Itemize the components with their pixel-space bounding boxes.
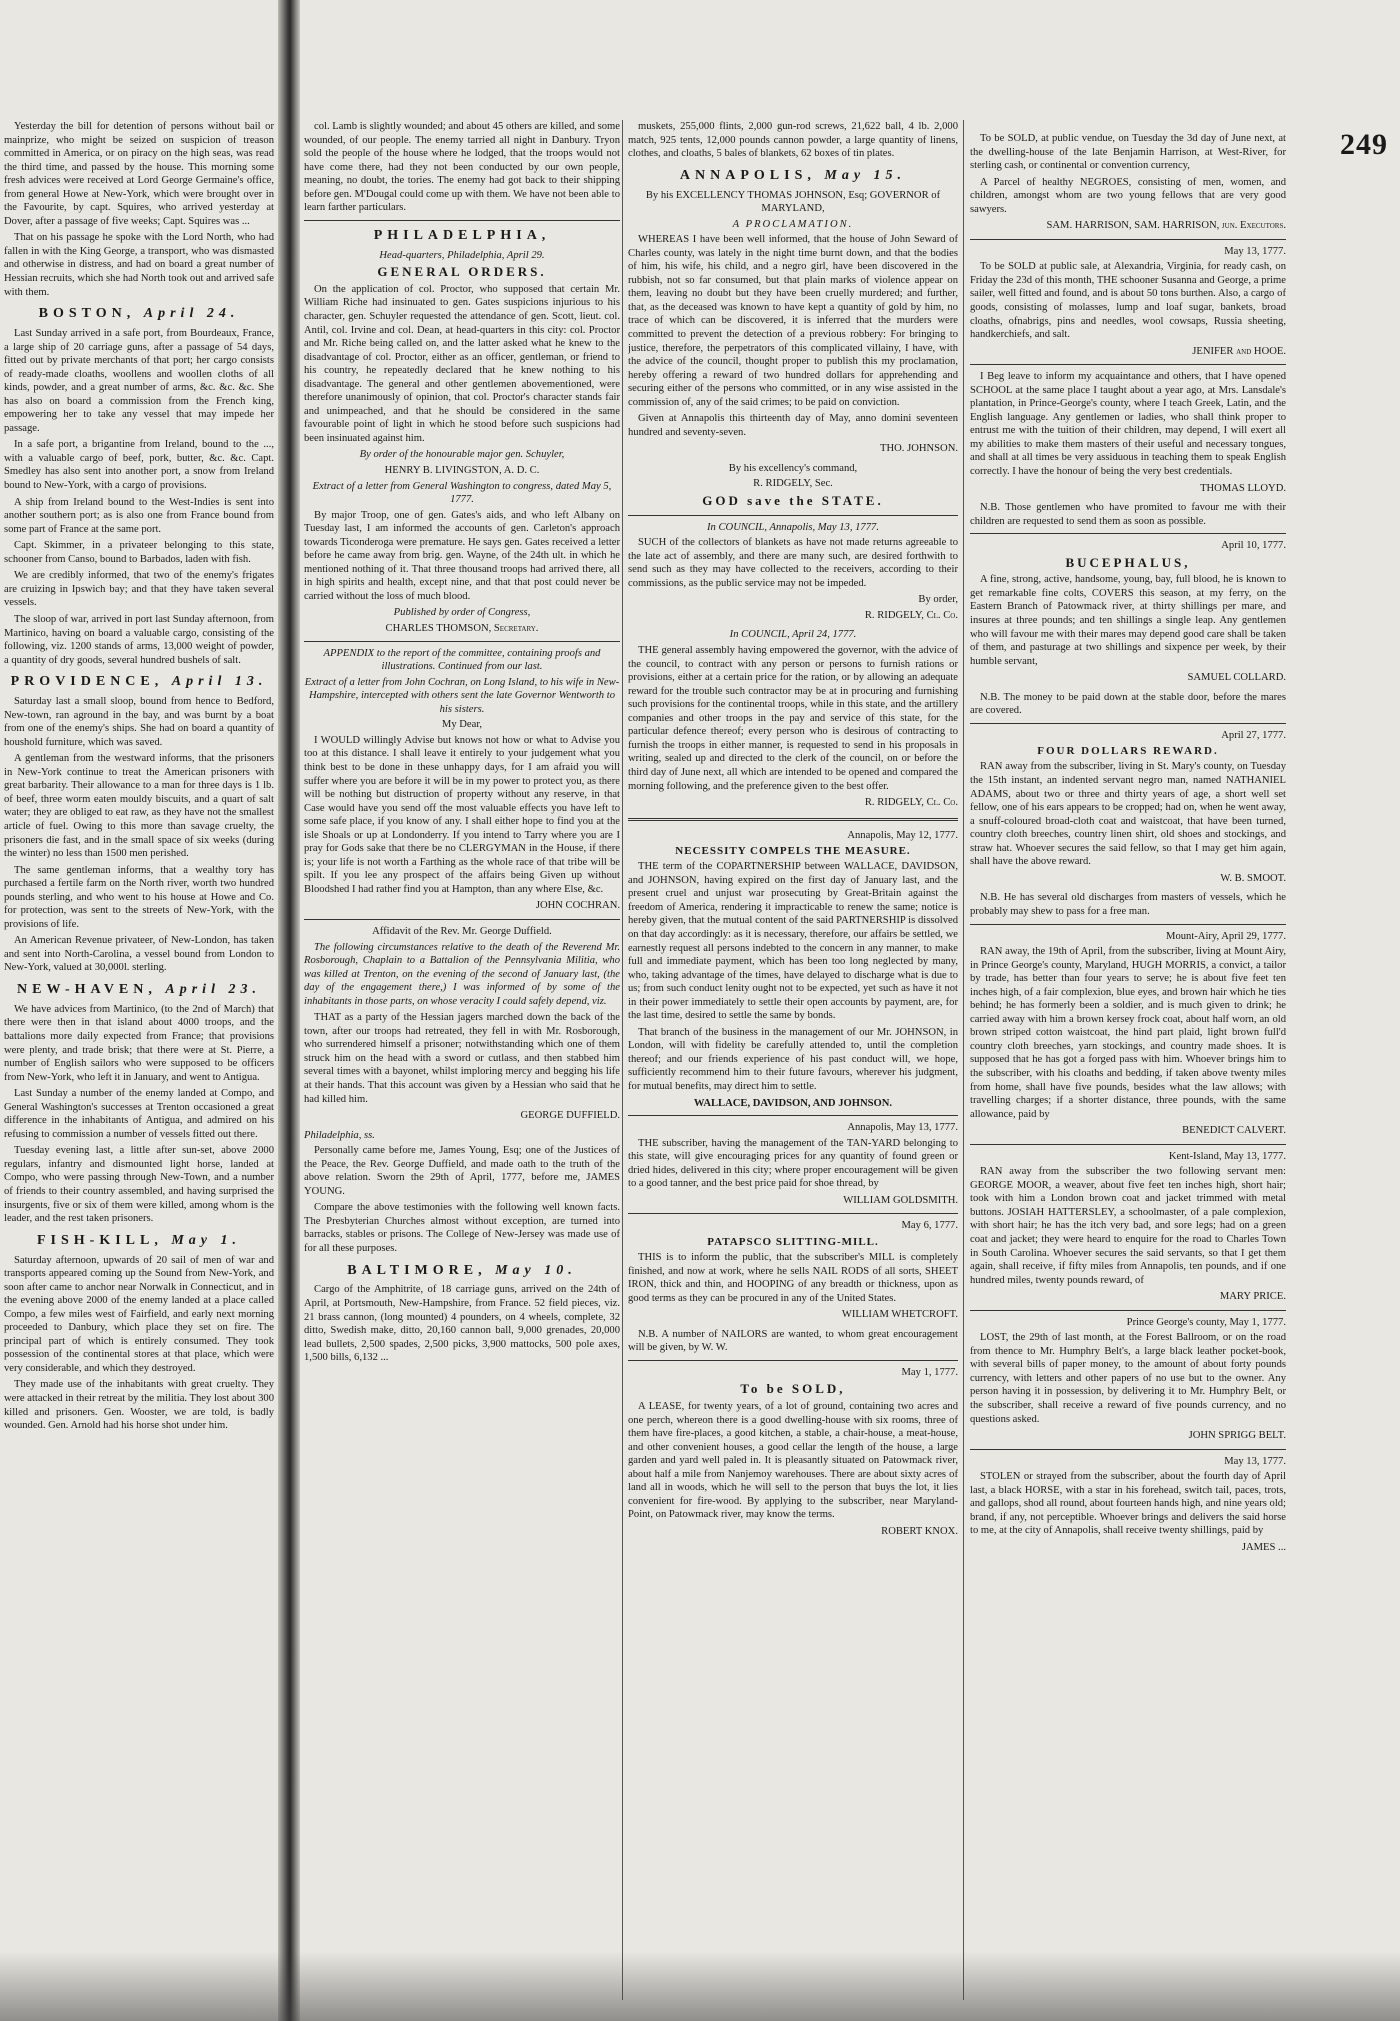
divider <box>970 239 1286 240</box>
dateline-place: BOSTON, <box>38 306 136 322</box>
ad-text: RAN away, the 19th of April, from the subscriber, living at Mount Airy, in Prince George's county, Maryland, HUGH MORRIS, a convict, a tailor by trade, has better than four years to serve; he is about five feet ten inches high, of a fair complexion, blue eyes, and brown hair which he ties behind; he has formerly been a soldier, and is much given to drink; he carried away with him a brown kersey frock coat, about half worn, an old brown striped cotton waistcoat, the hind part plaid, light brown full'd country cloth breeches, yarn stockings, and country made shoes. It is supposed that he has got a forged pass with him. Whoever brings him to the subscriber, with his cloaths and bedding, if taken above twenty miles from home, shall have five pounds, besides what the law allows; with travelling charges; if a shorter distance, three pounds, with the same allowance, paid by <box>970 946 1286 1120</box>
dateline-place: PROVIDENCE, <box>10 674 164 690</box>
news-paragraph: In a safe port, a brigantine from Ireland, bound to the ..., with a valuable cargo of beef, pork, butter, &c. &c. Capt. Smedley has also sent into another port, a snow from Ireland bound to New-York, with a cargo of provisions. <box>4 439 274 492</box>
news-paragraph: col. Lamb is slightly wounded; and about 45 others are killed, and some wounded, of our people. The enemy tarried all night in Danbury. Tryon sold the people of the house where he lodged, that the troops would not have come there, had they not been conducted by our own people, meaning, no doubt, the tories. The enemy had got back to their shipping before gen. M'Dougal could come up with them. We have not been able to learn farther particulars. <box>304 121 620 214</box>
column-rule <box>622 120 623 2000</box>
column-2 <box>304 120 620 1368</box>
news-paragraph: Saturday afternoon, upwards of 20 sail of men of war and transports appeared coming up the Sound from New-York, and soon after came to anchor near Norwalk in Connecticut, and in the evening above 2000 of the enemy landed at a place called Compo, a few miles west of Fairfield, and early next morning proceeded to Danbury, which place they set on fire. The principal part of which is entirely consumed. They took possession of the continental stores at that place, which were very considerable, and which they destroyed. <box>4 1254 274 1374</box>
ad-text: STOLEN or strayed from the subscriber, about the fourth day of April last, a black HORSE, with a star in his forehead, switch tail, paces, trots, and gallops, shod all round, about fourteen hands high, and nine years old; brand, if any, not perceptible. Whoever brings and delivers the said horse to me, at the city of Annapolis, shall receive twenty shillings, paid by <box>970 1471 1286 1537</box>
signature: JAMES ... <box>1241 1541 1286 1553</box>
news-paragraph: muskets, 255,000 flints, 2,000 gun-rod screws, 21,622 ball, 4 lb. 2,000 match, 925 tents, 12,000 pounds cannon powder, a large quantity of linens, clothes, and cloaths, 5 bales of blankets, 62 boxes of tin plates. <box>628 121 958 160</box>
ad-heading: NECESSITY COMPELS THE MEASURE. <box>675 845 911 858</box>
signature: THOMAS LLOYD. <box>1200 482 1286 494</box>
divider <box>304 220 620 221</box>
council-heading: In COUNCIL, Annapolis, May 13, 1777. <box>707 521 879 533</box>
signature: MARY PRICE. <box>1219 1291 1286 1303</box>
signature: JOHN COCHRAN. <box>535 900 620 912</box>
dateline-place: NEW-HAVEN, <box>17 981 157 997</box>
signature: JENIFER and HOOE. <box>1192 345 1286 357</box>
news-paragraph: SUCH of the collectors of blankets as have not made returns agreeable to the late act of assembly, and there are many such, are desired forthwith to send such as they may have collected to the receivers, according to their commissions, as the public service may not be impeded. <box>628 537 958 589</box>
ad-text: That branch of the business in the management of our Mr. JOHNSON, in London, will with fidelity be carefully attended to, until the completion thereof; and our friends experience of his past conduct will, we hope, sufficiently recommend him to their future favours, wherever his judgment, for mutual benefits, may direct him to settle. <box>628 1026 958 1092</box>
signature: R. RIDGELY, Cl. Co. <box>864 609 958 621</box>
signature: SAMUEL COLLARD. <box>1187 672 1286 684</box>
news-paragraph: On the application of col. Proctor, who supposed that certain Mr. William Riche had insinuated to gen. Gates suspicions injurious to his character, gen. Schuyler requested the attendance of gen. Scott, lieut. col. Antil, col. Irvine and col. Dean, at head-quarters in this city: col. Proctor and Mr. Riche being called on, and the latter asked what he knew to the disadvantage of col. Proctor, either as an officer, gentleman, or friend to his country, he repeatedly declared that he knew nothing to his disadvantage. The general and other gentlemen abovementioned, were therefore unanimously of opinion, that col. Proctor's character stands fair and unimpeached, and that he should be considered in the same favourable point of light in which he stood before such suspicions had been insinuated against him. <box>304 283 620 444</box>
ad-text: A LEASE, for twenty years, of a lot of ground, containing two acres and one perch, whereon there is a good dwelling-house with six rooms, three of them have fire-places, a good kitchen, a stable, a chair-house, a meat-house, and other convenient houses, a good cellar the length of the house, a large garden and yard well paled in. It is pleasantly situated on Patowmack river, about half a mile from Nanjemoy warehouses. There are about sixty acres of land all in woods, which he will sell to the person that buys the lot, it lies convenient for fire-wood. By applying to the subscriber, near Maryland-Point, on Patowmack river, may know the terms. <box>628 1400 958 1521</box>
section-heading: GENERAL ORDERS. <box>377 264 547 280</box>
dateline-place: BALTIMORE, <box>347 1262 487 1278</box>
divider <box>970 1144 1286 1145</box>
attribution: Published by order of Congress, <box>393 607 531 619</box>
news-paragraph: We are credibly informed, that two of the enemy's frigates are cruizing in Ipswich bay; and that they have taken several vessels. <box>4 570 274 609</box>
news-paragraph: By major Troop, one of gen. Gates's aids, and who left Albany on Tuesday last, I am informed the accounts of gen. Carleton's approach towards Ticonderoga were premature. He says gen. Gates received a letter before he came away from brig. gen. Wayne, of the 24th ult. in which he mentioned nothing of it. That three thousand troops had arrived there, all in high spirits and health, except nine, and that that post could never be carried without the loss of much blood. <box>304 509 620 602</box>
news-paragraph: Cargo of the Amphitrite, of 18 carriage guns, arrived on the 24th of April, at Portsmouth, New-Hampshire, from France. 52 field pieces, viz. 21 brass cannon, (long mounted) 4 pounders, on 4 wheels, complete, 32 ditto, Swedish make, ditto, 20,160 cannon ball, 9,000 grenades, 20,000 lead bullets, 2,500 spades, 2,500 picks, 3,900 mattocks, 500 pole axes, 1,500 bills, 6,132 ... <box>304 1284 620 1364</box>
signature: WILLIAM WHETCROFT. <box>841 1309 958 1321</box>
column-4 <box>970 132 1286 1560</box>
news-paragraph: THAT as a party of the Hessian jagers marched down the back of the town, after our troops had retreated, they fell in with Mr. Rosborough, who surrendered himself a prisoner; notwithstanding which one of them struck him on the head with a sword or cutlass, and then stabbed him several times with a bayonet, whilst imploring mercy and begging his life at their hands. That this account was given by a Hessian who said that he had killed him. <box>304 1012 620 1105</box>
command-line: By his excellency's command, <box>728 462 858 474</box>
ad-text: RAN away from the subscriber the two following servant men: GEORGE MOOR, a weaver, about five feet ten inches high, short hair; took with him a London brown coat and jacket trimmed with metal buttons. JOSIAH HATTERSLEY, a schoolmaster, of a pale complexion, with short hair; he has the itch very bad, and sore legs; had on a green coat and jacket; they were heard to enquire for the road to Charles Town in South Carolina. Whoever secures the said servants, so that I get them again, shall receive, if fifty miles from Annapolis, ten pounds, and if one hundred miles, twenty pounds reward, of <box>970 1166 1286 1286</box>
ad-text: N.B. A number of NAILORS are wanted, to whom great encouragement will be given, by W. W. <box>628 1328 958 1354</box>
news-paragraph: A gentleman from the westward informs, that the prisoners in New-York continue to treat the American prisoners with great barbarity. Their allowance to a man for three days is 1 lb. of beef, three worm eaten mouldy biscuits, and a quart of salt water; they are obliged to eat raw, as they have not the smallest article of fuel. Owing to this more than savage cruelty, the prisoners die fast, and in the small space of six weeks (during the winter) no less than 1500 men perished. <box>4 753 274 860</box>
divider <box>628 1213 958 1214</box>
extract-heading: Extract of a letter from General Washington to congress, dated May 5, 1777. <box>312 480 612 506</box>
venue-line: Philadelphia, ss. <box>304 1129 375 1141</box>
affidavit-heading: Affidavit of the Rev. Mr. George Duffield. <box>372 925 552 937</box>
ad-date: Kent-Island, May 13, 1777. <box>1168 1150 1286 1162</box>
ad-text: I Beg leave to inform my acquaintance and others, that I have opened SCHOOL at the same place I taught about a year ago, at Mrs. Lansdale's plantation, in Prince-George's county, where I teach Greek, Latin, and the English language. Any gentlemen or ladies, who shall think proper to entrust me with the tuition of their children, may depend, I will exert all my abilities to make them masters of their useful and necessary tongues, and shall at all times be very assiduous in teaching them to speak English correctly. I have the honour of being the very best credentials. <box>970 371 1286 478</box>
page-shadow <box>0 1951 1400 2021</box>
signature: R. RIDGELY, Sec. <box>753 478 833 490</box>
ad-date: Prince George's county, May 1, 1777. <box>1126 1316 1286 1328</box>
column-1 <box>4 120 274 1436</box>
ad-text: LOST, the 29th of last month, at the Forest Ballroom, or on the road from thence to Mr. Humphry Belt's, a large black leather pocket-book, with several bills of paper money, to the amount of about forty pounds currency, with letters and other papers of no use but to the owner. Any person having it in possession, by delivering it to Mr. Humphry Belt, or the subscriber, shall receive a reward of five pounds currency, and no questions asked. <box>970 1332 1286 1425</box>
ad-date: May 1, 1777. <box>901 1366 958 1378</box>
subheading: Head-quarters, Philadelphia, April 29. <box>379 249 545 261</box>
signature: WALLACE, DAVIDSON, AND JOHNSON. <box>693 1097 893 1109</box>
dateline-place: FISH-KILL, <box>36 1232 163 1248</box>
council-heading: In COUNCIL, April 24, 1777. <box>729 629 857 641</box>
book-gutter <box>278 0 300 2021</box>
news-paragraph: An American Revenue privateer, of New-London, has taken and sent into North-Carolina, a vessel bound from London to New-York, valued at 30,000l. sterling. <box>4 935 274 974</box>
ad-heading: FOUR DOLLARS REWARD. <box>1037 745 1219 758</box>
appendix-heading: APPENDIX to the report of the committee, containing proofs and illustrations. Continued from our last. <box>323 647 601 673</box>
news-paragraph: Last Sunday arrived in a safe port, from Bourdeaux, France, a large ship of 20 carriage guns, after a passage of 54 days, fitted out by private merchants of that port; her cargo consists of ready-made cloaths, woollens and woollen cloths of all kinds, powder, and a great number of arms, &c. &c. &c. She has also on board a commission from the French king, empowering her to take any vessel that may impede her passage. <box>4 328 274 434</box>
signature: BENEDICT CALVERT. <box>1182 1125 1286 1137</box>
ad-date: April 27, 1777. <box>1221 729 1286 741</box>
signature: HENRY B. LIVINGSTON, A. D. C. <box>384 465 540 477</box>
attribution: By order of the honourable major gen. Schuyler, <box>359 449 565 461</box>
divider <box>304 641 620 642</box>
news-paragraph: Capt. Skimmer, in a privateer belonging to this state, schooner from Canso, bound to Barbados, laden with fish. <box>4 540 274 565</box>
signature: R. RIDGELY, Cl. Co. <box>864 797 958 809</box>
extract-heading: Extract of a letter from John Cochran, on Long Island, to his wife in New-Hampshire, intercepted with others sent the late Governor Wentworth to his sisters. <box>304 676 620 715</box>
ornamental-divider <box>628 818 958 821</box>
ad-date: Annapolis, May 12, 1777. <box>847 829 958 841</box>
ad-date: May 13, 1777. <box>1224 245 1286 257</box>
motto: GOD save the STATE. <box>702 493 884 509</box>
news-paragraph: THE general assembly having empowered the governor, with the advice of the council, to contract with any person or persons to furnish rations or provisions, either at a certain price for the ration, or by allowing an adequate reward for the trouble such contractor may be at in procuring and furnishing such provisions for the continental troops, while in this state, and the artillery companies and other troops in the pay and service of this state, for the particular defence thereof; every person who is desirous of contracting to furnish the troops in either manner, is requested to send in his proposals in writing, sealed up and directed to the clerk of the council, on or before the third day of June next, all which are intended to be opened and compared the morning following, and the preference given to the best offer. <box>628 645 958 792</box>
signature: CHARLES THOMSON, Secretary. <box>385 623 539 635</box>
dateline-date: May 1. <box>171 1232 242 1248</box>
ad-text: N.B. He has several old discharges from masters of vessels, which he probably may shew to pass for a free man. <box>970 892 1286 917</box>
news-paragraph: That on his passage he spoke with the Lord North, who had fallen in with the King George, a transport, who was dismasted and otherwise in distress, and had on board a great number of Hessian recruits, which she had North took out and arrived safe with them. <box>4 232 274 298</box>
ad-heading: To be SOLD, <box>740 1381 846 1397</box>
dateline-date: April 23. <box>165 981 261 997</box>
dateline-place: ANNAPOLIS, <box>679 167 816 183</box>
page-number: 249 <box>1340 128 1388 161</box>
ad-text: To be SOLD at public sale, at Alexandria, Virginia, for ready cash, on Friday the 23d of this month, THE schooner Susanna and George, a prime sailer, well fitted and found, and is about 50 tons burthen. Also, a cargo of goods, consisting of molasses, lump and loaf sugar, bankets, broad cloaths, ofnabrigs, pins and needles, wool cowsaps, Russia sheeting, handkerchiefs, and salt. <box>970 261 1286 341</box>
signature: GEORGE DUFFIELD. <box>520 1110 620 1122</box>
order-line: By order, <box>918 594 958 606</box>
ad-date: April 10, 1777. <box>1221 540 1286 552</box>
news-paragraph: Saturday last a small sloop, bound from hence to Bedford, New-town, ran aground in the bay, and was burnt by a boat from one of the enemy's ships. She had on board a quantity of houshold furniture, which was saved. <box>4 696 274 748</box>
signature: WILLIAM GOLDSMITH. <box>843 1194 958 1206</box>
news-paragraph: We have advices from Martinico, (to the 2nd of March) that there were then in that island about 4000 troops, and the battalions more daily expected from France; that provisions were plenty, and trade brisk; that there were at St. Pierre, a number of English sailors who were supposed to be officers from New-York, who left it in January, and went to Antigua. <box>4 1003 274 1083</box>
dateline <box>4 673 274 691</box>
ad-text: THE term of the COPARTNERSHIP between WALLACE, DAVIDSON, and JOHNSON, having expired on the first day of January last, and the present cruel and unjust war prosecuting by Great-Britain against the freedom of America, rendering it impracticable to renew the same; notice is hereby given, that the mutual content of the said PARTNERSHIP is dissolved on that day accordingly: as it is necessary, therefore, our affairs be settled, we earnestly request all persons indebted to the concern in any manner, to make full and immediate payment, which has been too long neglected by many, who, taking advantage of the times, have delayed to discharge what is due to us; from such conduct lenity ought not to be expected, yet such as have it not in their power immediately to settle their open accounts by payment, are, for the last time, desired to settle the same by bonds. <box>628 861 958 1022</box>
column-3 <box>628 120 958 1544</box>
proclamation-author: By his EXCELLENCY THOMAS JOHNSON, Esq; GOVERNOR of MARYLAND, <box>645 189 941 215</box>
dateline <box>4 981 274 999</box>
news-paragraph: The same gentleman informs, that a wealthy tory has purchased a fertile farm on the North river, worth two hundred pounds sterling, and who went to his house at Howe and Co. for protection, was sent to the streets of New-York, with the provisions of life. <box>4 864 274 930</box>
dateline-date: May 15. <box>824 167 907 183</box>
signature: THO. JOHNSON. <box>880 443 958 455</box>
news-paragraph: Yesterday the bill for detention of persons without bail or mainprize, who might be seized on suspicion of treason committed in America, or on piracy on the high seas, was read the third time, and passed by the house. This morning some fresh advices were received at Lord George Germaine's office, from general Howe at New-York, which were brought over in the Favourite, by capt. Squires, who arrived yesterday at Dover, after a passage of five weeks; Capt. Squires was ... <box>4 121 274 227</box>
dateline-date: April 13. <box>171 674 268 690</box>
news-paragraph: The sloop of war, arrived in port last Sunday afternoon, from Martinico, having on board a valuable cargo, consisting of the following, viz. 1200 stands of arms, 13,000 weight of powder, a quantity of dry goods, several hundred bushels of salt. <box>4 613 274 666</box>
ad-date: May 13, 1777. <box>1224 1455 1286 1467</box>
ad-text: THIS is to inform the public, that the subscriber's MILL is completely finished, and now at work, where he sells NAIL RODS of all sorts, SHEET IRON, thick and thin, and HOOPING of any breadth or thickness, upon as good terms as they can be procured in any of the United States. <box>628 1251 958 1304</box>
news-paragraph: Given at Annapolis this thirteenth day of May, anno domini seventeen hundred and seventy-seven. <box>628 413 958 438</box>
divider <box>970 364 1286 365</box>
news-paragraph: Compare the above testimonies with the following well known facts. The Presbyterian Churches almost without exception, are turned into barracks, stables or prisons. The College of New-Jersey was made use of for all these purposes. <box>304 1202 620 1254</box>
signature: ROBERT KNOX. <box>881 1525 958 1537</box>
ad-text: N.B. The money to be paid down at the stable door, before the mares are covered. <box>970 691 1286 717</box>
divider <box>628 1115 958 1116</box>
dateline-date: May 10. <box>495 1262 577 1278</box>
ad-heading: PATAPSCO SLITTING-MILL. <box>707 1235 879 1248</box>
ad-text: A Parcel of healthy NEGROES, consisting of men, women, and children, amongst whom are two young fellows that are very good sawyers. <box>970 176 1286 215</box>
news-paragraph: WHEREAS I have been well informed, that the house of John Seward of Charles county, was lately in the night time burnt down, and that the bodies of him, his wife, his child, and a negro girl, have been discovered in the rubbish, not so far consumed, but that plain marks of violence appear on them, leaving no doubt but they have been cruelly murdered; and further, that, as the deceased was known to have kept a quantity of gold by him, no trace of which can be discovered, it is inferred that the murders were committed to prevent the detection of a previous robbery: For bringing to justice, therefore, the perpetrators of this complicated villainy, I have, with the advice of the council, thought proper to publish this my proclamation, hereby offering a reward of two hundred dollars for apprehending and securing either of the persons who committed, or in any wise assisted in the commission of, any of the said crimes; to be paid on conviction. <box>628 234 958 408</box>
news-paragraph: The following circumstances relative to the death of the Reverend Mr. Rosborough, Chaplain to a Battalion of the Pennsylvania Militia, who was killed at Trenton, on the evening of the second of January last, (the day of the engagement there,) I was informed of by some of the inhabitants in those parts, on whose veracity I could safely depend, viz. <box>304 941 620 1007</box>
divider <box>970 924 1286 925</box>
divider <box>628 1360 958 1361</box>
dateline <box>628 167 958 185</box>
news-paragraph: Personally came before me, James Young, Esq; one of the Justices of the Peace, the Rev. George Duffield, and made oath to the truth of the above relation. Sworn the 29th of April, 1777, before me, JAMES YOUNG. <box>304 1145 620 1197</box>
ad-text: N.B. Those gentlemen who have promited to favour me with their children are requested to send them as soon as possible. <box>970 502 1286 527</box>
ad-date: May 6, 1777. <box>901 1220 958 1232</box>
column-rule <box>963 120 964 2000</box>
dateline-place: PHILADELPHIA, <box>373 227 551 243</box>
dateline <box>304 1262 620 1280</box>
divider <box>970 533 1286 534</box>
ad-text: RAN away from the subscriber, living in St. Mary's county, on Tuesday the 15th instant, an indented servant negro man, named NATHANIEL ADAMS, about two or three and thirty years of age, a short well set fellow, one of his ears appears to be cropped; had on, when he went away, a snuff-coloured broad-cloth coat and waistcoat, that have been turned, country cloth breeches, country linen shirt, old shoes and stockings, and straw hat. Whoever secures the said fellow, so that I may get him again, shall have the above reward. <box>970 761 1286 868</box>
ad-text: THE subscriber, having the management of the TAN-YARD belonging to this state, will give encouraging prices for any quantity of found green or dried hides, delivered in this city; where proper encouragement will be given to a good tanner, and the best price paid for shoe thread, by <box>628 1137 958 1190</box>
news-paragraph: A ship from Ireland bound to the West-Indies is sent into another southern port; as is also one from France bound from some part of France at the same port. <box>4 496 274 535</box>
signature: W. B. SMOOT. <box>1220 872 1286 884</box>
salutation: My Dear, <box>441 719 483 731</box>
news-paragraph: Tuesday evening last, a little after sun-set, above 2000 regulars, infantry and dismounted light horse, landed at Compo, who were passing through New-Town, and a number of friends to their country assembled, and having surprised the insurgents, five or six of them were killed, among whom is the leader, and the rest taken prisoners. <box>4 1145 274 1225</box>
proclamation-title: A PROCLAMATION. <box>732 218 854 230</box>
ad-text: To be SOLD, at public vendue, on Tuesday the 3d day of June next, at the dwelling-house of the late Benjamin Harrison, at West-River, for sterling cash, or continental or convention currency, <box>970 133 1286 172</box>
dateline <box>4 1232 274 1250</box>
divider <box>970 723 1286 724</box>
ad-date: Mount-Airy, April 29, 1777. <box>1166 930 1286 942</box>
dateline <box>4 305 274 323</box>
divider <box>628 515 958 516</box>
news-paragraph: They made use of the inhabitants with great cruelty. They were attacked in their retreat by the militia. They lost about 300 killed and prisoners. Gen. Wooster, we are told, is badly wounded. Gen. Arnold had his horse shot under him. <box>4 1379 274 1432</box>
dateline-date: April 24. <box>143 306 240 322</box>
news-paragraph: Last Sunday a number of the enemy landed at Compo, and General Washington's successes at Trenton occasioned a great difference in the inhabitants of Antigua, and admired on his refusing to commission a number of vessels fitted out there. <box>4 1088 274 1140</box>
divider <box>970 1310 1286 1311</box>
signature: JOHN SPRIGG BELT. <box>1188 1430 1286 1442</box>
divider <box>304 919 620 920</box>
ad-heading: BUCEPHALUS, <box>1065 554 1191 570</box>
ad-date: Annapolis, May 13, 1777. <box>847 1122 958 1134</box>
letter-body: I WOULD willingly Advise but knows not how or what to Advise you too at this distance. I shall leave it entirely to your judgement what you think best to be done in these unhappy days, for I am afraid you will suffer where you are before it will be in my power to protect you, as there will be nothing but distruction of property without any reserve, in that Case would have you send off the most valuable effects you have left to some safe place, if you know of any. I shall either hope to find you at the isle Shoals or up at Londonderry. If you intend to Tarry where you are I pray for Gods sake that there be no CLERGYMAN in the House, if there is; your life is not worth a Farthing as the whole race of that tribe will be spilt. If you lee any prospect of the affairs being Given up without Bloodshed I had rather find you at Hampton, than any where Else, &c. <box>304 734 620 895</box>
ad-text: A fine, strong, active, handsome, young, bay, full blood, he is known to get remarkable fine colts, COVERS this season, at my ferry, on the Eastern Branch of Patowmack river, at thirty shillings per mare, and insures at three pounds; and ten shillings a single leap. Any gentlemen who will favour me with their mares may depend good care shall be taken of them, and pasturage at two shillings and sixpence per week, by their humble servant, <box>970 574 1286 667</box>
signature: SAM. HARRISON, SAM. HARRISON, jun. Executors. <box>1046 220 1286 232</box>
divider <box>970 1449 1286 1450</box>
